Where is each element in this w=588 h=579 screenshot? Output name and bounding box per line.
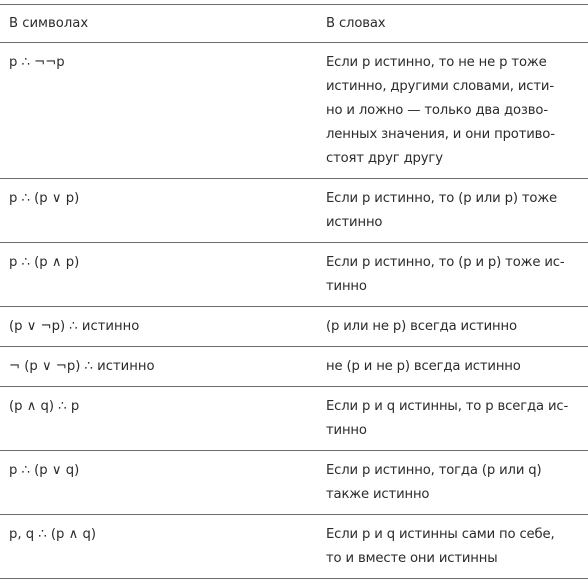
symbols-cell: p ∴ (p ∨ p) bbox=[9, 191, 80, 206]
words-line: Если p истинно, тогда (p или q) bbox=[326, 463, 542, 478]
table-row bbox=[0, 243, 588, 307]
words-line: Если p истинно, то не не p тоже bbox=[326, 55, 547, 70]
words-line: но и ложно — только два дозво- bbox=[326, 103, 548, 118]
words-line: истинно bbox=[326, 215, 383, 230]
symbols-cell: p ∴ (p ∨ q) bbox=[9, 463, 80, 478]
symbols-cell: (p ∧ q) ∴ p bbox=[9, 399, 80, 414]
words-line: также истинно bbox=[326, 487, 430, 502]
words-line: то и вместе они истинны bbox=[326, 551, 498, 566]
words-cell bbox=[326, 347, 588, 386]
words-line: (p или не p) всегда истинно bbox=[326, 319, 517, 334]
words-line: не (p и не p) всегда истинно bbox=[326, 359, 521, 374]
logic-table bbox=[0, 4, 588, 579]
words-line: тинно bbox=[326, 279, 367, 294]
words-line: Если p и q истинны, то p всегда ис- bbox=[326, 399, 569, 414]
table-header-row bbox=[0, 5, 588, 43]
words-cell bbox=[326, 451, 588, 514]
symbols-cell: p, q ∴ (p ∧ q) bbox=[9, 527, 96, 542]
words-cell bbox=[326, 307, 588, 346]
words-line: истинно, другими словами, исти- bbox=[326, 79, 554, 94]
words-cell bbox=[326, 387, 588, 450]
words-line: тинно bbox=[326, 423, 367, 438]
table-row bbox=[0, 179, 588, 243]
words-line: Если p истинно, то (p или p) тоже bbox=[326, 191, 558, 206]
symbols-cell: ¬ (p ∨ ¬p) ∴ истинно bbox=[9, 359, 155, 374]
header-symbols: В символах bbox=[9, 16, 89, 31]
words-line: стоят друг другу bbox=[326, 151, 443, 166]
words-line: Если p истинно, то (p и p) тоже ис- bbox=[326, 255, 565, 270]
table-row bbox=[0, 515, 588, 579]
header-words: В словах bbox=[326, 16, 386, 31]
words-cell bbox=[326, 43, 588, 178]
table-row bbox=[0, 307, 588, 347]
words-cell bbox=[326, 243, 588, 306]
words-cell bbox=[326, 179, 588, 242]
words-cell bbox=[326, 515, 588, 578]
table-row bbox=[0, 387, 588, 451]
symbols-cell: p ∴ (p ∧ p) bbox=[9, 255, 80, 270]
words-line: Если p и q истинны сами по себе, bbox=[326, 527, 555, 542]
symbols-cell: p ∴ ¬¬p bbox=[9, 55, 65, 70]
table-row bbox=[0, 43, 588, 179]
symbols-cell: (p ∨ ¬p) ∴ истинно bbox=[9, 319, 140, 334]
table-row bbox=[0, 451, 588, 515]
table-row bbox=[0, 347, 588, 387]
words-line: ленных значения, и они противо- bbox=[326, 127, 555, 142]
